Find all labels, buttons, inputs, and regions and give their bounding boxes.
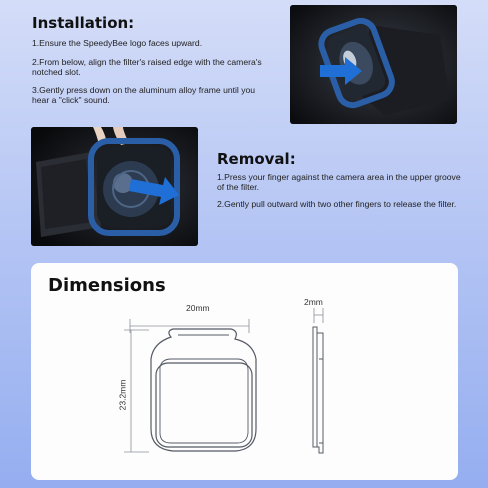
removal-heading: Removal: <box>217 150 296 168</box>
installation-photo <box>290 5 457 124</box>
removal-photo <box>31 127 198 246</box>
width-label: 20mm <box>186 303 210 313</box>
dimensions-drawing <box>31 263 458 480</box>
filter-side-outline <box>313 327 323 453</box>
depth-label: 2mm <box>304 297 323 307</box>
dimensions-heading: Dimensions <box>48 275 166 296</box>
removal-step-1: 1.Press your finger against the camera area in the upper groove of the filter. <box>217 172 461 192</box>
removal-step-2: 2.Gently pull outward with two other fingers to release the filter. <box>217 199 457 209</box>
installation-step-1: 1.Ensure the SpeedyBee logo faces upward. <box>32 38 203 48</box>
removal-illustration <box>31 127 198 246</box>
installation-step-3: 3.Gently press down on the aluminum alloy frame until you hear a "click" sound. <box>32 85 256 105</box>
height-label: 23.2mm <box>117 379 128 411</box>
installation-step-2: 2.From below, align the filter's raised edge with the camera's notched slot. <box>32 57 262 77</box>
filter-front-outline <box>151 329 256 451</box>
installation-heading: Installation: <box>32 14 135 32</box>
installation-illustration <box>290 5 457 124</box>
dimensions-card <box>31 263 458 480</box>
